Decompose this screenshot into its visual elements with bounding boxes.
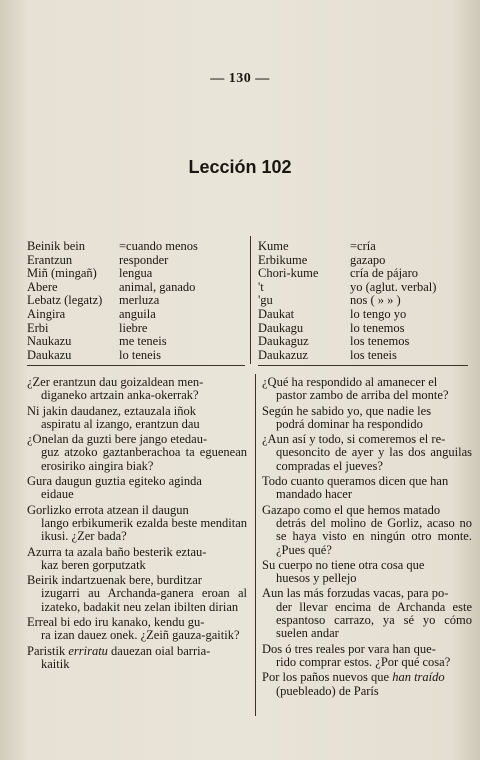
sentence-first-line: Ni jakin daudanez, eztauzala iñok: [27, 403, 197, 418]
vocab-meaning: =cuando menos: [119, 239, 198, 253]
sentence: [27, 433, 247, 473]
sentence-first-line: ¿Zer erantzun dau goizaldean men-: [27, 375, 204, 389]
vocab-word: Erbikume: [258, 252, 308, 267]
vocab-meaning: gazapo: [350, 252, 386, 267]
vocab-word: Daukat: [258, 306, 295, 321]
vocab-list-basque-2: [258, 240, 470, 362]
sentence-first-line: [27, 645, 247, 658]
sentence: [262, 433, 472, 473]
vocab-meaning: merluza: [119, 293, 160, 308]
sentence-text: Paristik: [27, 643, 66, 658]
sentence-italic-word: erriratu: [68, 643, 108, 658]
vocab-word: Miñ (mingañ): [27, 266, 97, 281]
sentence-first-line: Gorlizko errota atzean il daugun: [27, 502, 189, 517]
vocab-word: Erbi: [27, 320, 49, 335]
sentence: [27, 475, 247, 502]
vocab-meaning: =cría: [350, 239, 376, 253]
sentence: [27, 504, 247, 544]
sentence-continuation: der llevar encima de Archanda este espantoso carrazo, ya sé yo cómo suelen andar: [276, 599, 472, 641]
sentence-text: Por los paños nuevos que: [262, 670, 390, 685]
sentence-first-line: ¿Onelan da guzti bere jango etedau-: [27, 432, 208, 447]
sentence: [262, 671, 472, 698]
vocab-meaning: lo tenemos: [350, 320, 405, 335]
sentence-first-line: ¿Aun así y todo, si comeremos el re-: [262, 432, 446, 447]
sentence-continuation: ra izan dauez onek. ¿Zeiñ gauza-gaitik?: [41, 628, 240, 643]
vocab-row: [27, 240, 245, 254]
vocab-meaning: yo (aglut. verbal): [350, 279, 437, 294]
vocab-row: [27, 308, 245, 322]
vocab-row: [258, 267, 470, 281]
sentence: [262, 475, 472, 502]
vocab-meaning: liebre: [119, 320, 148, 335]
vocab-word: 'gu: [258, 293, 273, 308]
sentence-italic-word: han traído: [392, 670, 445, 685]
vocab-word: Daukazuz: [258, 347, 308, 362]
vocab-meaning: nos ( » » ): [350, 293, 401, 308]
sentence-continuation: kaitik: [41, 656, 70, 671]
sentence-continuation: kaz beren gorputzatk: [41, 557, 146, 572]
vocab-meaning: responder: [119, 252, 169, 267]
sentence: [262, 643, 472, 670]
sentence-continuation: (puebleado) de París: [276, 683, 379, 698]
vocab-row: [27, 335, 245, 349]
section-rule-right: [258, 365, 468, 366]
sentence-first-line: ¿Qué ha respondido al amanecer el: [262, 375, 438, 389]
vocab-word: Erantzun: [27, 252, 73, 267]
sentence: [262, 587, 472, 640]
vocab-row: [258, 322, 470, 336]
vocab-word: 't: [258, 279, 264, 294]
sentence-continuation: huesos y pellejo: [276, 571, 357, 586]
vocab-meaning: animal, ganado: [119, 279, 196, 294]
vocab-row: [258, 308, 470, 322]
vocab-row: [27, 267, 245, 281]
sentence-continuation: guz atzoko gaztanberachoa ta eguenean erosiriko aingira biak?: [41, 445, 247, 473]
vocab-meaning: lo teneis: [119, 347, 162, 362]
sentence: [27, 616, 247, 643]
sentence-continuation: quesoncito de ayer y las dos anguilas compradas el jueves?: [276, 445, 472, 473]
vocab-row: [258, 254, 470, 268]
page-number: — 130 —: [210, 71, 270, 86]
vocab-meaning: lo tengo yo: [350, 306, 407, 321]
vocab-row: [258, 335, 470, 349]
vocab-word: Daukagu: [258, 320, 304, 335]
sentence-continuation: podrá dominar ha respondido: [276, 416, 423, 431]
sentence-first-line: Aun las más forzudas vacas, para po-: [262, 586, 449, 601]
sentence: [27, 574, 247, 614]
sentence-first-line: Según he sabido yo, que nadie les: [262, 403, 432, 418]
sentence-continuation: diganeko artzain anka-okerrak?: [41, 388, 199, 403]
column-divider: [250, 236, 251, 364]
vocab-word: Beinik bein: [27, 239, 85, 253]
sentence-column-divider: [255, 374, 256, 716]
vocab-row: [27, 349, 245, 363]
vocab-list-basque: [27, 240, 245, 362]
vocab-word: Chori-kume: [258, 266, 319, 281]
vocab-word: Daukaguz: [258, 334, 309, 349]
sentence-first-line: Azurra ta azala baño besterik eztau-: [27, 544, 207, 559]
sentence-first-line: Todo cuanto queramos dicen que han: [262, 474, 449, 489]
sentence: [27, 405, 247, 432]
vocab-row: [258, 294, 470, 308]
vocab-meaning: anguila: [119, 306, 156, 321]
sentence: [262, 405, 472, 432]
sentence-first-line: Beirik indartzuenak bere, burditzar: [27, 573, 202, 588]
sentence: [27, 376, 247, 403]
vocab-row: [27, 322, 245, 336]
vocab-meaning: cría de pájaro: [350, 266, 419, 281]
vocab-meaning: me teneis: [119, 334, 167, 349]
vocab-row: [258, 240, 470, 254]
sentence-continuation: detrás del molino de Gorliz, acaso no se haya visto en ningún otro monte. ¿Pues qué?: [276, 515, 472, 557]
vocab-meaning: lengua: [119, 266, 153, 281]
vocab-row: [258, 281, 470, 295]
basque-sentences: [27, 376, 247, 673]
vocab-meaning: los tenemos: [350, 334, 410, 349]
sentence: [262, 376, 472, 403]
section-rule-left: [27, 365, 245, 366]
vocab-word: Abere: [27, 279, 58, 294]
vocab-row: [258, 349, 470, 363]
sentence-text: dauezan oial barria-: [111, 643, 211, 658]
sentence-continuation: rido comprar estos. ¿Por qué cosa?: [276, 654, 451, 669]
sentence-continuation: izugarri au Archanda-ganera eroan al izateko, badakit neu zelan ibilten dirian: [41, 586, 247, 614]
spanish-sentences: [262, 376, 472, 700]
sentence-first-line: Su cuerpo no tiene otra cosa que: [262, 557, 425, 572]
sentence: [262, 504, 472, 557]
sentence-continuation: pastor zambo de arriba del monte?: [276, 388, 449, 403]
vocab-word: Daukazu: [27, 347, 72, 362]
vocab-word: Naukazu: [27, 334, 72, 349]
sentence-continuation: mandado hacer: [276, 487, 353, 502]
sentence: [27, 645, 247, 672]
sentence-first-line: Erreal bi edo iru kanako, kendu gu-: [27, 615, 205, 630]
sentence-continuation: aspiratu al izango, erantzun dau: [41, 416, 200, 431]
sentence-continuation: lango erbikumerik ezalda beste menditan ikusi. ¿Zer bada?: [41, 515, 247, 544]
vocab-word: Aingira: [27, 306, 66, 321]
sentence-continuation: eidaue: [41, 487, 74, 502]
sentence-first-line: Gura daugun guztia egiteko aginda: [27, 474, 202, 489]
vocab-meaning: los teneis: [350, 347, 397, 362]
sentence: [27, 546, 247, 573]
vocab-row: [27, 254, 245, 268]
sentence-first-line: [262, 671, 472, 684]
vocab-word: Lebatz (legatz): [27, 293, 103, 308]
lesson-title: Lección 102: [188, 157, 292, 177]
sentence-first-line: Gazapo como el que hemos matado: [262, 502, 441, 517]
sentence-first-line: Dos ó tres reales por vara han que-: [262, 641, 436, 656]
vocab-word: Kume: [258, 239, 289, 253]
vocab-row: [27, 294, 245, 308]
vocab-row: [27, 281, 245, 295]
sentence: [262, 559, 472, 586]
